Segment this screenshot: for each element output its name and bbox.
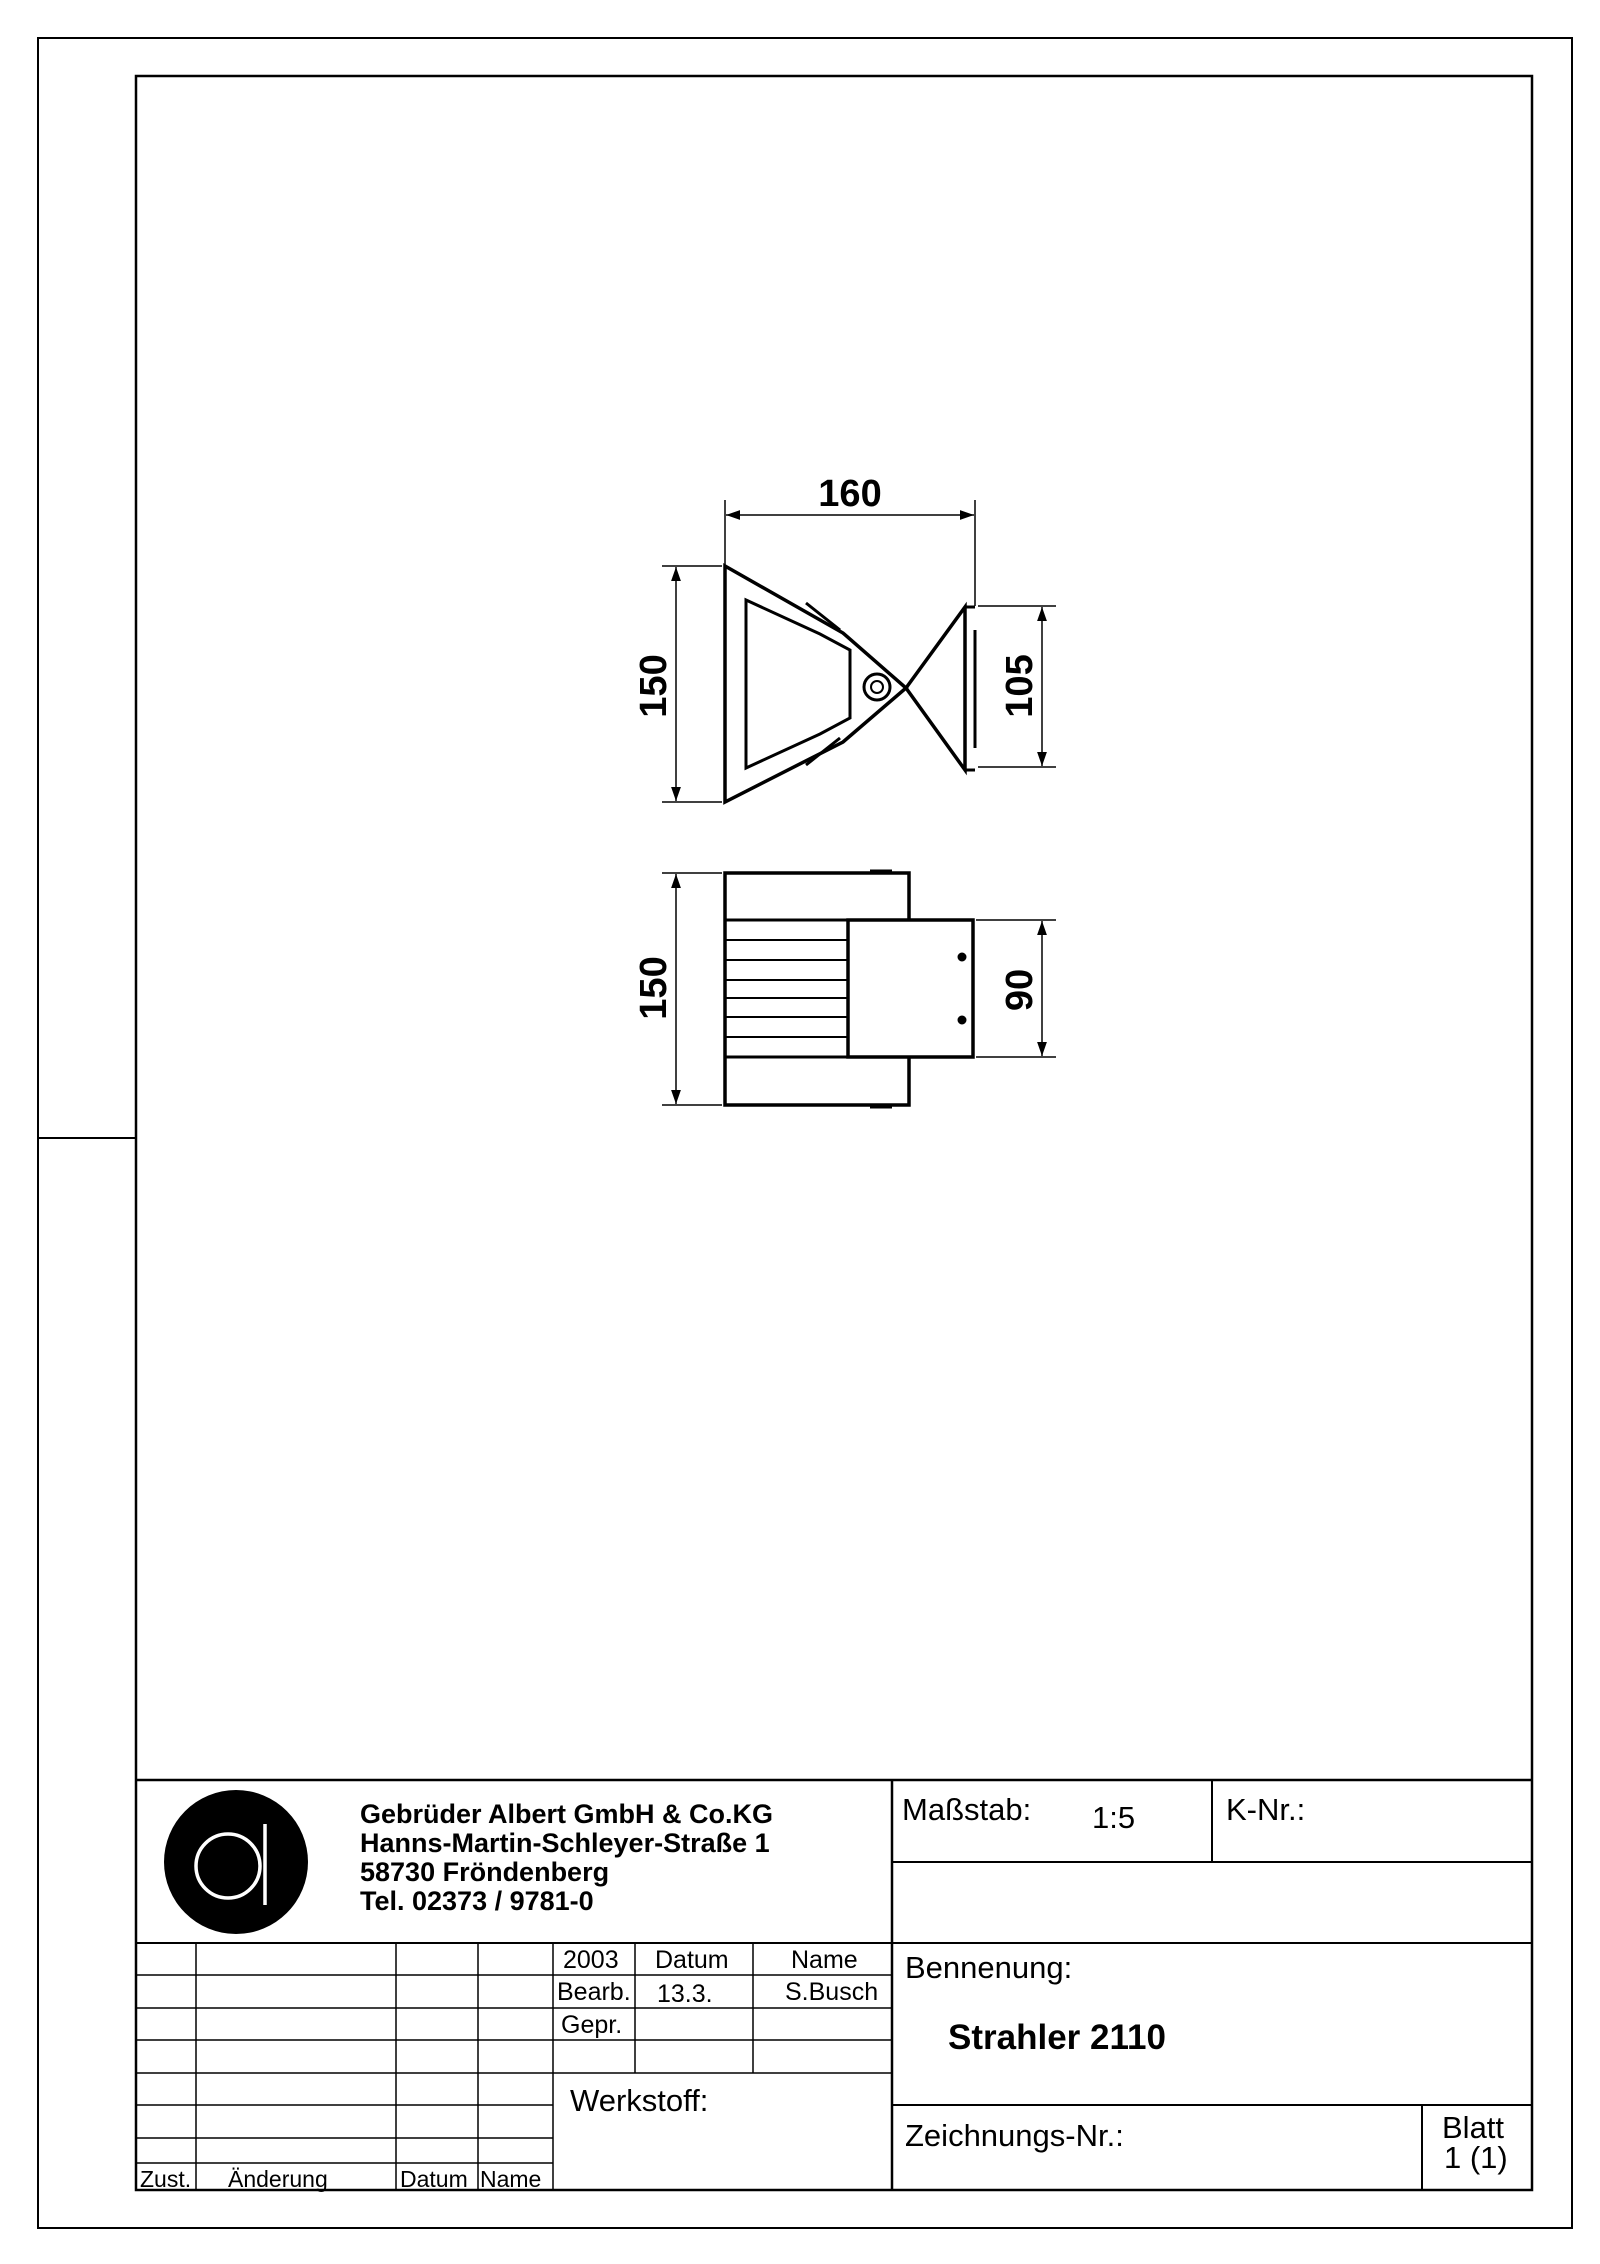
- rev-aenderung-header: Änderung: [228, 2166, 328, 2192]
- werkstoff-label: Werkstoff:: [570, 2083, 709, 2118]
- datum-header: Datum: [655, 1946, 729, 1974]
- benennung-value: Strahler 2110: [948, 2018, 1166, 2057]
- front-view: [725, 872, 973, 1106]
- dim-150-front-label: 150: [633, 956, 675, 1020]
- bearb-label: Bearb.: [557, 1978, 631, 2006]
- gepr-label: Gepr.: [561, 2011, 623, 2039]
- top-view: [725, 566, 975, 802]
- company-name: Gebrüder Albert GmbH & Co.KG: [360, 1799, 774, 1829]
- bearb-name: S.Busch: [785, 1978, 879, 2006]
- bearb-date: 13.3.: [657, 1980, 713, 2008]
- dim-105-label: 105: [999, 654, 1041, 718]
- knr-label: K-Nr.:: [1226, 1792, 1306, 1827]
- year-cell: 2003: [563, 1946, 619, 1974]
- zeichnungs-label: Zeichnungs-Nr.:: [905, 2118, 1124, 2153]
- dim-150-top-label: 150: [633, 654, 675, 718]
- blatt-label: Blatt: [1442, 2110, 1505, 2145]
- inner-frame: [136, 76, 1532, 2190]
- company-phone: Tel. 02373 / 9781-0: [360, 1886, 594, 1916]
- name-header: Name: [791, 1946, 858, 1974]
- company-street: Hanns-Martin-Schleyer-Straße 1: [360, 1828, 770, 1858]
- company-city: 58730 Fröndenberg: [360, 1857, 610, 1887]
- dim-160-label: 160: [818, 473, 882, 515]
- rev-zust-header: Zust.: [140, 2166, 192, 2192]
- dim-160: [725, 500, 975, 606]
- massstab-label: Maßstab:: [902, 1792, 1032, 1827]
- dim-90-label: 90: [999, 968, 1041, 1012]
- rev-name-header: Name: [480, 2166, 542, 2192]
- benennung-label: Bennenung:: [905, 1950, 1073, 1985]
- blatt-value: 1 (1): [1444, 2140, 1508, 2175]
- rev-datum-header: Datum: [400, 2166, 468, 2192]
- a-letter-circle-logo: [164, 1790, 308, 1934]
- massstab-value: 1:5: [1092, 1800, 1136, 1835]
